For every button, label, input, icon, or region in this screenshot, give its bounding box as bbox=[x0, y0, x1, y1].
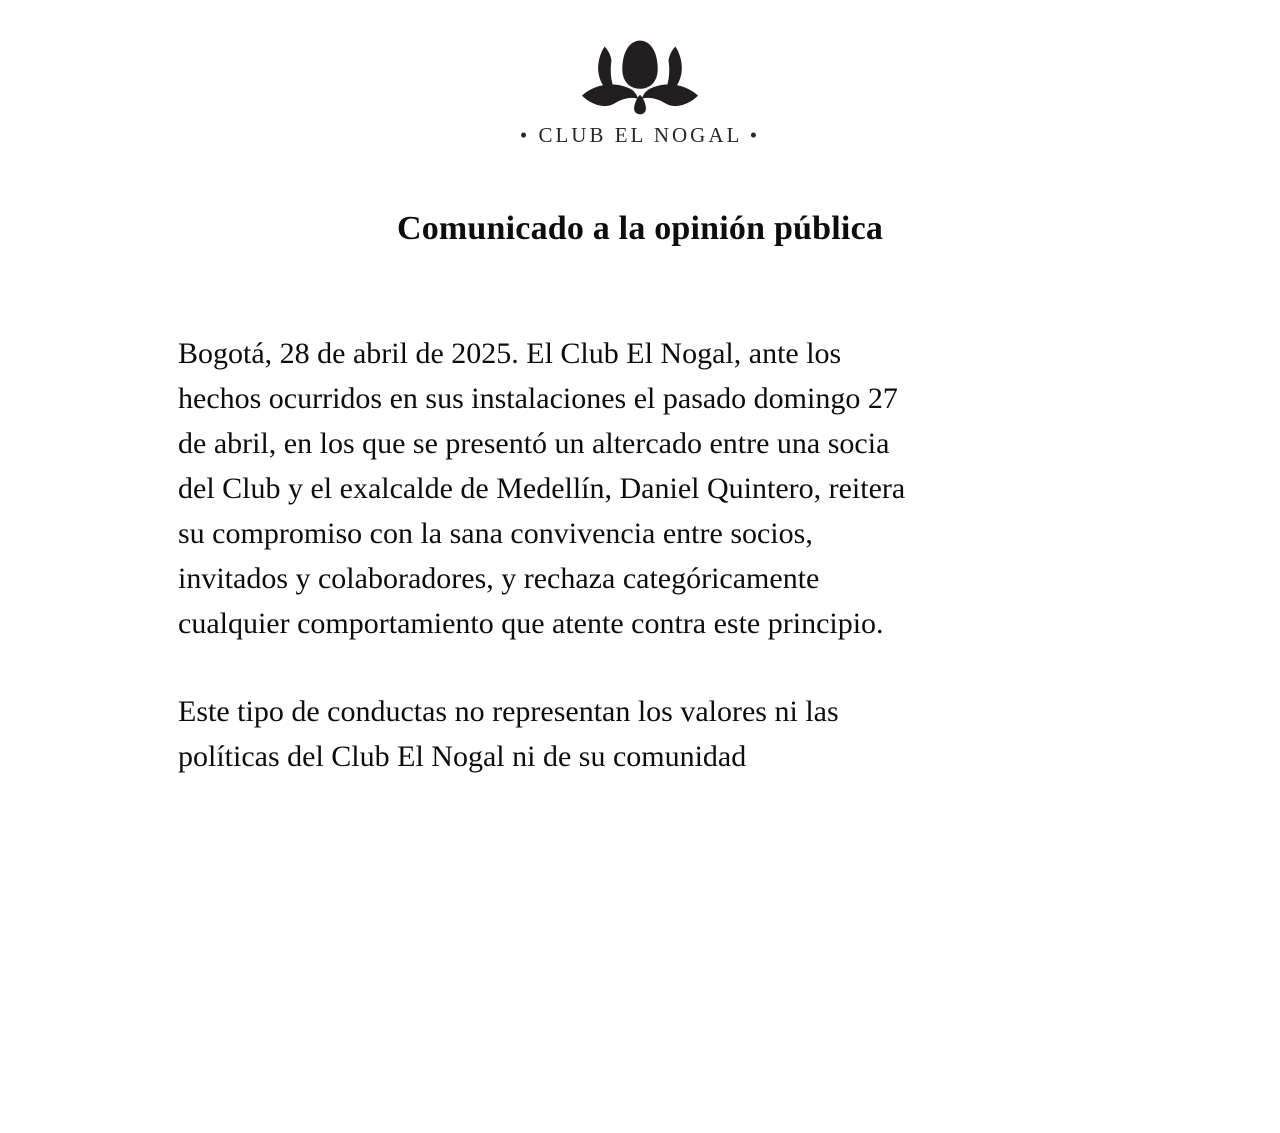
text-line: Bogotá, 28 de abril de 2025. El Club El Nogal, ante los bbox=[178, 337, 842, 370]
paragraph-1 bbox=[178, 331, 1280, 646]
club-header bbox=[0, 0, 1280, 148]
text-line: cualquier comportamiento que atente contra este principio. bbox=[178, 607, 884, 640]
text-line: políticas del Club El Nogal ni de su comunidad bbox=[178, 740, 747, 773]
text-line: Este tipo de conductas no representan los valores ni las bbox=[178, 695, 839, 728]
statement-title: Comunicado a la opinión pública bbox=[396, 210, 884, 247]
text-line: invitados y colaboradores, y rechaza categóricamente bbox=[178, 562, 820, 595]
paragraph-2 bbox=[178, 689, 1280, 779]
lotus-flower-icon bbox=[581, 38, 699, 116]
text-line: de abril, en los que se presentó un altercado entre una socia bbox=[178, 427, 890, 460]
text-line: del Club y el exalcalde de Medellín, Daniel Quintero, reitera bbox=[178, 472, 906, 505]
statement-body bbox=[178, 331, 1280, 779]
text-line: hechos ocurridos en sus instalaciones el pasado domingo 27 bbox=[178, 382, 898, 415]
club-name: • CLUB EL NOGAL • bbox=[519, 123, 761, 147]
text-line: su compromiso con la sana convivencia entre socios, bbox=[178, 517, 813, 550]
